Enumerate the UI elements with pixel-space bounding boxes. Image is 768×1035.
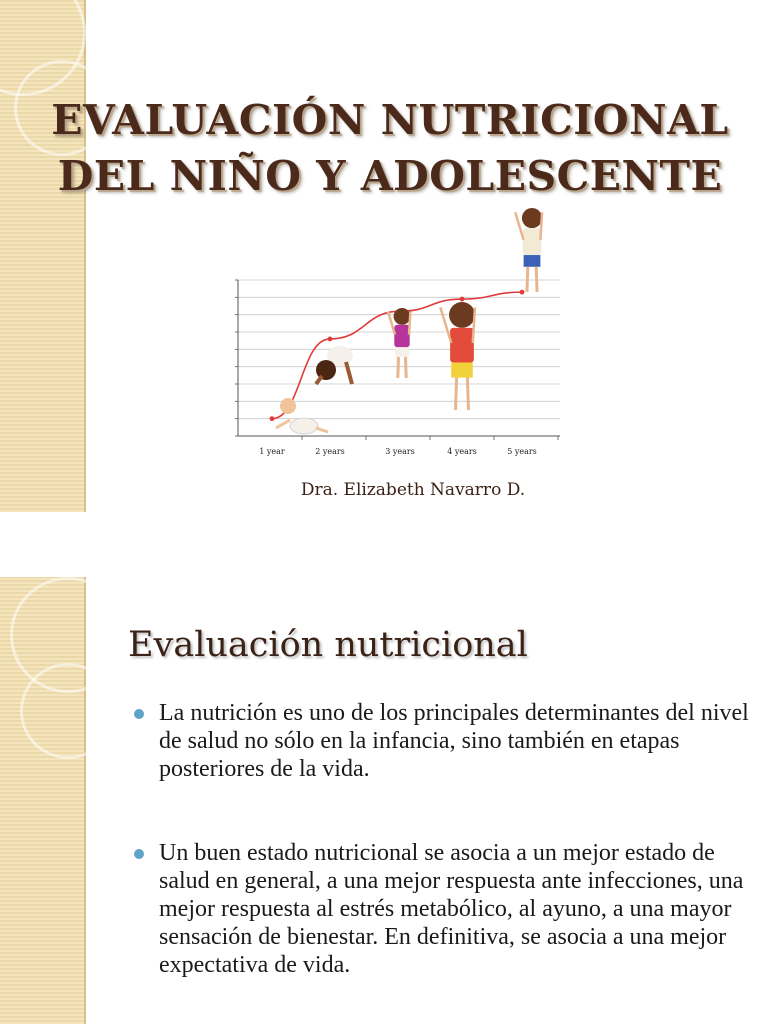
child-leg-icon (527, 267, 528, 292)
chart-point (520, 290, 525, 295)
bullet-list (134, 699, 754, 1035)
decorative-side-strip (0, 0, 86, 512)
child-3-years-figure (388, 308, 410, 378)
child-arm-icon (409, 312, 410, 335)
child-leg-icon (456, 378, 457, 410)
child-5-years-figure (515, 208, 542, 292)
baby-arm-icon (276, 420, 290, 428)
chart-point (460, 297, 465, 302)
slide-title (30, 92, 750, 204)
content-slide (0, 577, 768, 1024)
baby-leg-icon (316, 428, 328, 432)
child-shirt-icon (450, 328, 474, 363)
bullet-dot-icon (134, 709, 144, 719)
baby-body-icon (290, 418, 318, 434)
title-line-1: EVALUACIÓN NUTRICIONAL (51, 96, 729, 144)
child-head-icon (394, 308, 411, 325)
chart-x-tick-label: 2 years (315, 447, 345, 456)
child-pants-icon (395, 347, 409, 357)
child-leg-icon (406, 357, 407, 378)
bullet-item (134, 699, 754, 783)
bullet-text: La nutrición es uno de los principales determinantes del nivel de salud no sólo en la infancia, sino también en etapas posteriores de la vida. (159, 700, 749, 782)
chart-point (328, 337, 333, 342)
title-slide (0, 0, 768, 512)
chart-tick-labels (259, 447, 537, 456)
chart-x-tick-label: 4 years (447, 447, 477, 456)
chart-x-tick-label: 3 years (385, 447, 415, 456)
toddler-arm-icon (316, 376, 322, 384)
child-head-icon (522, 208, 542, 228)
chart-x-tick-label: 1 year (259, 447, 285, 456)
child-pants-icon (524, 255, 541, 267)
author-name: Dra. Elizabeth Navarro D. (300, 480, 526, 500)
child-pants-icon (451, 362, 473, 377)
section-heading: Evaluación nutricional (128, 625, 528, 665)
bullet-text: Un buen estado nutricional se asocia a un mejor estado de salud en general, a una mejor respuesta ante infecciones, una mejor respuesta al estrés metabólico, al ayuno, a una mayor sensación de bienestar. En definitiva, se asocia a una mejor expectativa de vida. (159, 840, 744, 978)
child-shirt-icon (394, 325, 409, 347)
baby-head-icon (280, 398, 296, 414)
bullet-item (134, 839, 754, 979)
slide-gap (0, 512, 768, 577)
baby-figure (276, 398, 328, 434)
child-leg-icon (467, 378, 468, 410)
child-leg-icon (398, 357, 399, 378)
decorative-side-strip (0, 577, 86, 1024)
child-shirt-icon (523, 228, 541, 255)
bullet-dot-icon (134, 849, 144, 859)
child-arm-icon (540, 212, 542, 240)
chart-point (270, 416, 275, 421)
decorative-ring (20, 663, 116, 759)
child-head-icon (449, 302, 475, 328)
child-figures (276, 208, 542, 434)
child-leg-icon (536, 267, 537, 292)
toddler-figure (316, 346, 353, 384)
child-4-years-figure (440, 302, 475, 410)
toddler-leg-icon (346, 362, 352, 384)
growth-chart (226, 204, 576, 466)
chart-x-tick-label: 5 years (507, 447, 537, 456)
title-line-2: DEL NIÑO Y ADOLESCENTE (57, 152, 723, 200)
